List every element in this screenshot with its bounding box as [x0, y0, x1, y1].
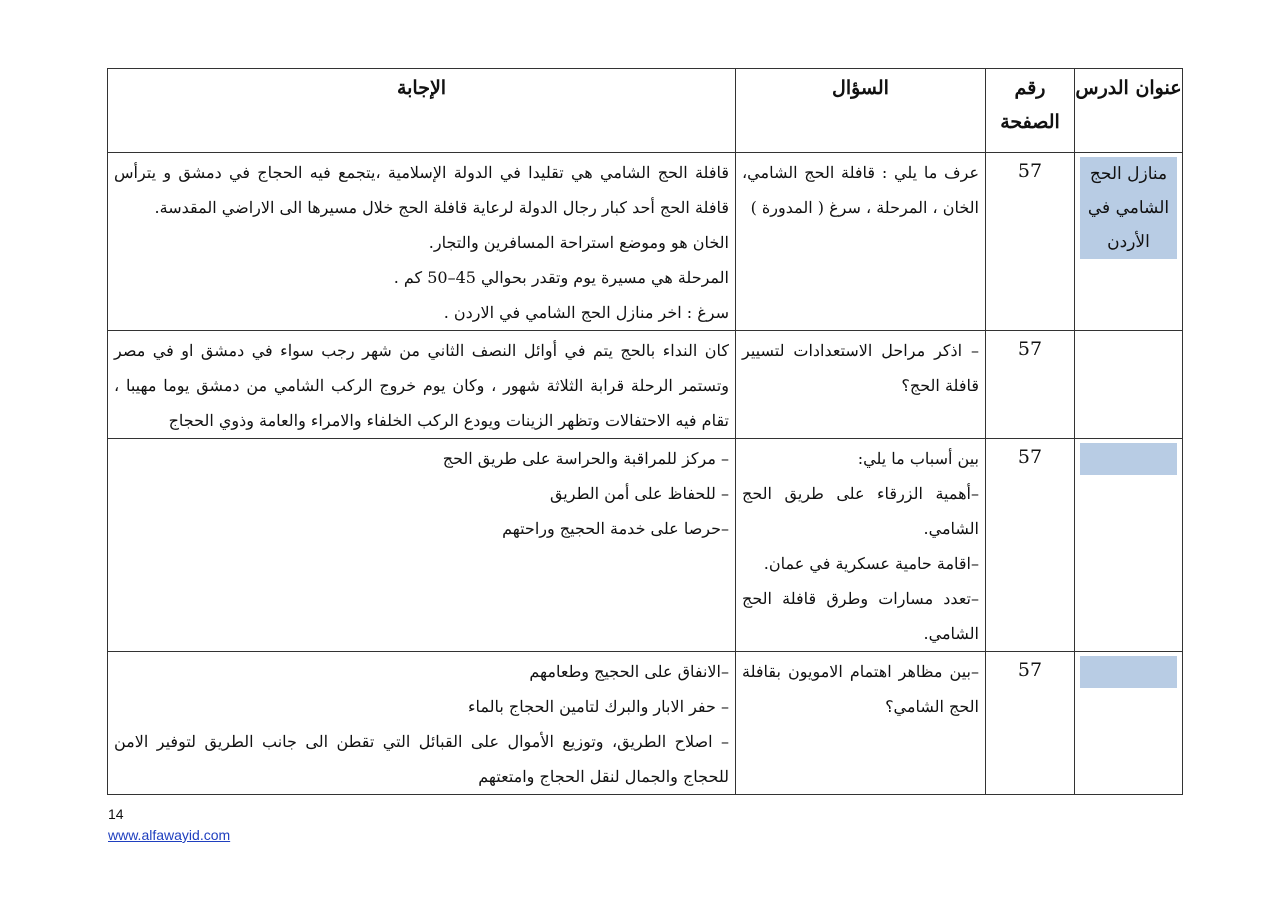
- lesson-cell: [1075, 153, 1183, 331]
- question-line: –أهمية الزرقاء على طريق الحج الشامي.: [742, 484, 979, 538]
- answer-line: – للحفاظ على أمن الطريق: [549, 484, 729, 503]
- lesson-highlight: [1080, 443, 1177, 475]
- answer-line: –حرصا على خدمة الحجيج وراحتهم: [502, 519, 729, 538]
- table-header-row: [108, 69, 1183, 153]
- page-number: 57: [1017, 338, 1043, 360]
- question-cell: [736, 153, 986, 331]
- question-line: بين أسباب ما يلي:: [857, 449, 979, 468]
- answer-line: –الانفاق على الحجيج وطعامهم: [529, 662, 729, 681]
- lesson-cell: [1075, 652, 1183, 795]
- page-cell: [986, 652, 1075, 795]
- lesson-highlight: [1080, 656, 1177, 688]
- answer-line: – حفر الابار والبرك لتامين الحجاج بالماء: [467, 697, 729, 716]
- answer-line: المرحلة هي مسيرة يوم وتقدر بحوالي 45–50 كم .: [393, 268, 729, 287]
- answer-cell: [108, 331, 736, 439]
- page-number: 57: [1017, 659, 1043, 681]
- lesson-title: منازل الحج الشامي في الأردن: [1080, 157, 1177, 259]
- answer-header: الإجابة: [108, 69, 736, 153]
- question-line: عرف ما يلي : قافلة الحج الشامي، الخان ، المرحلة ، سرغ ( المدورة ): [742, 163, 979, 217]
- page-cell: [986, 331, 1075, 439]
- page-number: 57: [1017, 160, 1043, 182]
- page-cell: [986, 439, 1075, 652]
- question-cell: [736, 331, 986, 439]
- answer-cell: [108, 439, 736, 652]
- answer-line: كان النداء بالحج يتم في أوائل النصف الثاني من شهر رجب سواء في دمشق او في مصر وتستمر الرحلة قرابة الثلاثة شهور ، وكان يوم خروج الركب الشامي من دمشق يوما مهيبا ، تقام فيه الاحتفالات وتظهر الزينات ويودع الركب الخلفاء والامراء والعامة وذوي الحجاج: [114, 341, 730, 430]
- question-cell: [736, 439, 986, 652]
- question-cell: [736, 652, 986, 795]
- page-cell: [986, 153, 1075, 331]
- table-row: [108, 331, 1183, 439]
- answer-line: – اصلاح الطريق، وتوزيع الأموال على القبائل التي تقطن الى جانب الطريق لتوفير الامن للحجاج والجمال لنقل الحجاج وامتعتهم: [114, 732, 729, 786]
- answer-line: قافلة الحج الشامي هي تقليدا في الدولة الإسلامية ،يتجمع فيه الحجاج في دمشق و يترأس قافلة الحج أحد كبار رجال الدولة لرعاية قافلة الحج خلال مسيرها الى الاراضي المقدسة.: [114, 163, 729, 217]
- qa-table: [107, 68, 1183, 795]
- answer-line: الخان هو وموضع استراحة المسافرين والتجار.: [428, 233, 729, 252]
- table-row: [108, 652, 1183, 795]
- lesson-cell: [1075, 439, 1183, 652]
- question-line: –تعدد مسارات وطرق قافلة الحج الشامي.: [742, 589, 979, 643]
- answer-cell: [108, 153, 736, 331]
- answer-line: – مركز للمراقبة والحراسة على طريق الحج: [442, 449, 729, 468]
- question-line: – اذكر مراحل الاستعدادات لتسيير قافلة الحج؟: [742, 341, 979, 395]
- page-number-header: رقم الصفحة: [986, 69, 1075, 153]
- question-header: السؤال: [736, 69, 986, 153]
- answer-cell: [108, 652, 736, 795]
- table-row: [108, 153, 1183, 331]
- footer-page-number: 14: [108, 806, 124, 822]
- answer-line: سرغ : اخر منازل الحج الشامي في الاردن .: [443, 303, 729, 322]
- page-number: 57: [1017, 446, 1043, 468]
- question-line: –اقامة حامية عسكرية في عمان.: [763, 554, 979, 573]
- lesson-cell: [1075, 331, 1183, 439]
- table-row: [108, 439, 1183, 652]
- lesson-title-header: عنوان الدرس: [1075, 69, 1183, 153]
- website-link[interactable]: www.alfawayid.com: [108, 827, 231, 843]
- question-line: –بين مظاهر اهتمام الامويون بقافلة الحج الشامي؟: [742, 662, 979, 716]
